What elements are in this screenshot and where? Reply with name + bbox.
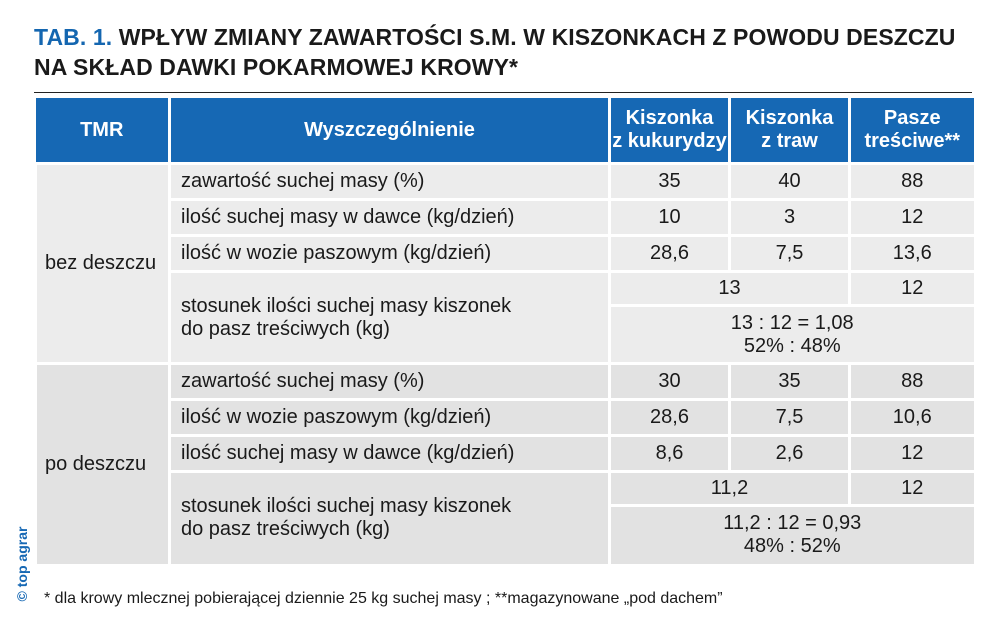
title-divider	[34, 92, 972, 93]
row-label: zawartość suchej masy (%)	[170, 364, 610, 400]
table-title-text: WPŁYW ZMIANY ZAWARTOŚCI S.M. W KISZONKACH Z POWODU DESZCZU NA SKŁAD DAWKI POKARMOWEJ KROWY*	[34, 24, 956, 80]
brand-watermark: © top agrar	[14, 526, 30, 602]
header-corn-silage: Kiszonka z kukurydzy	[610, 98, 730, 164]
header-row	[36, 98, 974, 164]
table-row	[36, 272, 974, 306]
ratio-result: 11,2 : 12 = 0,93 48% : 52%	[610, 506, 974, 564]
cell-corn: 8,6	[610, 436, 730, 472]
header-concentrates: Pasze treściwe**	[850, 98, 974, 164]
group-label-no-rain: bez deszczu	[36, 164, 170, 364]
row-label: ilość suchej masy w dawce (kg/dzień)	[170, 200, 610, 236]
cell-concentrates: 10,6	[850, 400, 974, 436]
cell-concentrates: 12	[850, 272, 974, 306]
header-grass-silage: Kiszonka z traw	[730, 98, 850, 164]
table-row	[36, 200, 974, 236]
cell-corn: 10	[610, 200, 730, 236]
cell-grass: 40	[730, 164, 850, 200]
cell-silage-sum: 13	[610, 272, 850, 306]
cell-grass: 35	[730, 364, 850, 400]
cell-corn: 28,6	[610, 236, 730, 272]
cell-concentrates: 88	[850, 364, 974, 400]
cell-concentrates: 12	[850, 200, 974, 236]
table-row	[36, 164, 974, 200]
table-number: TAB. 1.	[34, 24, 113, 50]
row-label: zawartość suchej masy (%)	[170, 164, 610, 200]
cell-grass: 2,6	[730, 436, 850, 472]
table-row	[36, 436, 974, 472]
table-row	[36, 236, 974, 272]
row-label: ilość w wozie paszowym (kg/dzień)	[170, 400, 610, 436]
cell-concentrates: 88	[850, 164, 974, 200]
ratio-label: stosunek ilości suchej masy kiszonek do pasz treściwych (kg)	[170, 472, 610, 564]
cell-corn: 30	[610, 364, 730, 400]
cell-grass: 7,5	[730, 236, 850, 272]
data-table	[34, 98, 974, 564]
table-title	[34, 22, 974, 82]
row-label: ilość w wozie paszowym (kg/dzień)	[170, 236, 610, 272]
header-tmr: TMR	[36, 98, 170, 164]
table-row	[36, 472, 974, 506]
header-description: Wyszczególnienie	[170, 98, 610, 164]
group-label-after-rain: po deszczu	[36, 364, 170, 564]
table-row	[36, 400, 974, 436]
cell-corn: 35	[610, 164, 730, 200]
cell-grass: 3	[730, 200, 850, 236]
cell-concentrates: 13,6	[850, 236, 974, 272]
cell-concentrates: 12	[850, 472, 974, 506]
footnote: * dla krowy mlecznej pobierającej dziennie 25 kg suchej masy ; **magazynowane „pod dachem”	[44, 590, 723, 607]
cell-corn: 28,6	[610, 400, 730, 436]
cell-silage-sum: 11,2	[610, 472, 850, 506]
cell-grass: 7,5	[730, 400, 850, 436]
cell-concentrates: 12	[850, 436, 974, 472]
ratio-result: 13 : 12 = 1,08 52% : 48%	[610, 306, 974, 364]
row-label: ilość suchej masy w dawce (kg/dzień)	[170, 436, 610, 472]
ratio-label: stosunek ilości suchej masy kiszonek do pasz treściwych (kg)	[170, 272, 610, 364]
table-row	[36, 364, 974, 400]
